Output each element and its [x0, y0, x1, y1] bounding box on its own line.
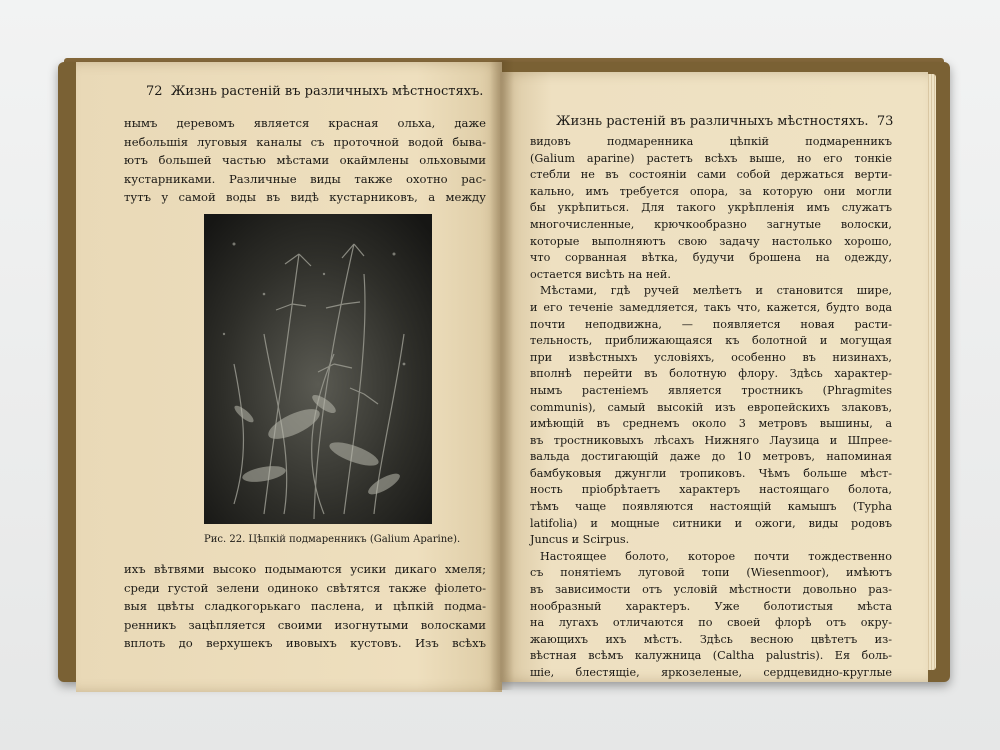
text-line: нымъ растеніемъ является тростникъ (Phragmites	[530, 383, 892, 397]
right-page	[500, 72, 928, 682]
figure-caption: Рис. 22. Цѣпкій подмаренникъ (Galium Aparine).	[204, 534, 461, 545]
text-line: на лугахъ отличаются по своей флорѣ отъ окру-	[530, 616, 892, 630]
text-line: остается висѣть на ней.	[530, 267, 671, 281]
text-line: кально, имъ требуется опора, за которую они могли	[530, 184, 892, 198]
text-line: (Galium aparine) растетъ всѣхъ выше, но его тонкіе	[530, 151, 892, 165]
left-page-header	[146, 84, 483, 99]
text-line: вѣстная всѣмъ калужница (Caltha palustris). Ея боль-	[530, 649, 892, 663]
text-line: съ понятіемъ луговой топи (Wiesenmoor), имѣютъ	[530, 566, 892, 580]
left-page-number: 72	[146, 84, 163, 99]
text-line: бы укрѣпиться. Для такого укрѣпленія имъ служатъ	[530, 201, 892, 215]
text-line: что сорванная вѣтка, будучи брошена на одежду,	[530, 251, 892, 265]
text-line: latifolia) и мощные ситники и ожоги, виды родовъ	[530, 516, 892, 530]
text-line: вполнѣ перейти въ болотную флору. Здѣсь характер-	[530, 367, 892, 381]
text-line: шіе, блестящіе, яркозеленые, сердцевидно-круглые	[530, 666, 892, 679]
text-line: при извѣстныхъ условіяхъ, особенно въ низинахъ,	[530, 350, 892, 364]
text-line: которые выполняютъ свою задачу настолько хорошо,	[530, 234, 892, 248]
left-text-bottom	[124, 560, 486, 653]
text-line: и его теченіе замедляется, такъ что, кажется, будто вода	[530, 300, 892, 314]
plant-photograph	[204, 214, 432, 524]
right-page-running-title: Жизнь растеній въ различныхъ мѣстностяхъ.	[556, 114, 869, 129]
text-line: ность пріобрѣтаетъ характеръ настоящаго болота,	[530, 483, 892, 497]
text-line: выя цвѣты сладкогорькаго паслена, и цѣпкій подма-	[124, 599, 486, 614]
text-line: многочисленные, крючкообразно загнутые волоски,	[530, 217, 892, 231]
right-page-header	[556, 114, 893, 129]
text-line: ихъ вѣтвями высоко подымаются усики дикаго хмеля;	[124, 562, 486, 576]
text-line: почти неподвижна, — появляется новая расти-	[530, 317, 892, 331]
text-line: нымъ деревомъ является красная ольха, даже	[124, 116, 486, 130]
text-line: стебли не въ состояніи сами собой держаться верти-	[530, 168, 892, 182]
left-page-running-title: Жизнь растеній въ различныхъ мѣстностяхъ.	[170, 84, 484, 99]
text-line: среди густой зелени одиноко свѣтятся также фіолето-	[124, 580, 486, 595]
text-line: бамбуковыя джунгли тропиковъ. Чѣмъ больше мѣст-	[530, 466, 892, 480]
book-gutter	[490, 60, 514, 690]
text-line: видовъ подмаренника цѣпкій подмаренникъ	[530, 135, 892, 148]
text-line: ютъ большей частью мѣстами окаймлены ольховыми	[124, 153, 486, 168]
text-line: имѣющій въ среднемъ около 3 метровъ вышины, а	[530, 417, 892, 431]
text-line: тельность, приближающаяся къ болотной и могущая	[530, 334, 892, 348]
text-line: небольшія луговыя каналы съ проточной водой быва-	[124, 134, 486, 149]
text-line: Настоящее болото, которое почти тождественно	[540, 549, 892, 563]
text-line: кустарниками. Различные виды также охотно рас-	[124, 171, 486, 186]
text-line: communis), самый высокій изъ европейскихъ злаковъ,	[530, 400, 892, 414]
text-line: тѣмъ чаще появляются настоящій камышъ (Typha	[530, 500, 892, 514]
text-line: вплоть до верхушекъ ивовыхъ кустовъ. Изъ всѣхъ	[124, 636, 486, 651]
text-line: въ тростниковыхъ лѣсахъ Нижняго Лаузица и Шпрее-	[530, 433, 892, 447]
text-line: жающихъ ихъ мѣстъ. Здѣсь весною цвѣтетъ из-	[530, 632, 892, 646]
left-page	[76, 62, 502, 692]
text-line: тутъ у самой воды въ видѣ кустарниковъ, а между	[124, 190, 486, 205]
text-line: Juncus и Scirpus.	[530, 533, 630, 547]
text-line: въ зависимости отъ условій мѣстности довольно раз-	[530, 583, 892, 597]
left-text-top	[124, 114, 486, 207]
text-line: ренникъ зацѣпляется своими изогнутыми волосками	[124, 617, 486, 632]
text-line: Мѣстами, гдѣ ручей мелѣетъ и становится шире,	[540, 284, 892, 298]
text-line: нообразный характеръ. Уже болотистыя мѣста	[530, 599, 892, 613]
right-page-number: 73	[876, 114, 894, 129]
text-line: вальда достигающій даже до 10 метровъ, напоминая	[530, 450, 892, 464]
right-text	[530, 134, 892, 682]
